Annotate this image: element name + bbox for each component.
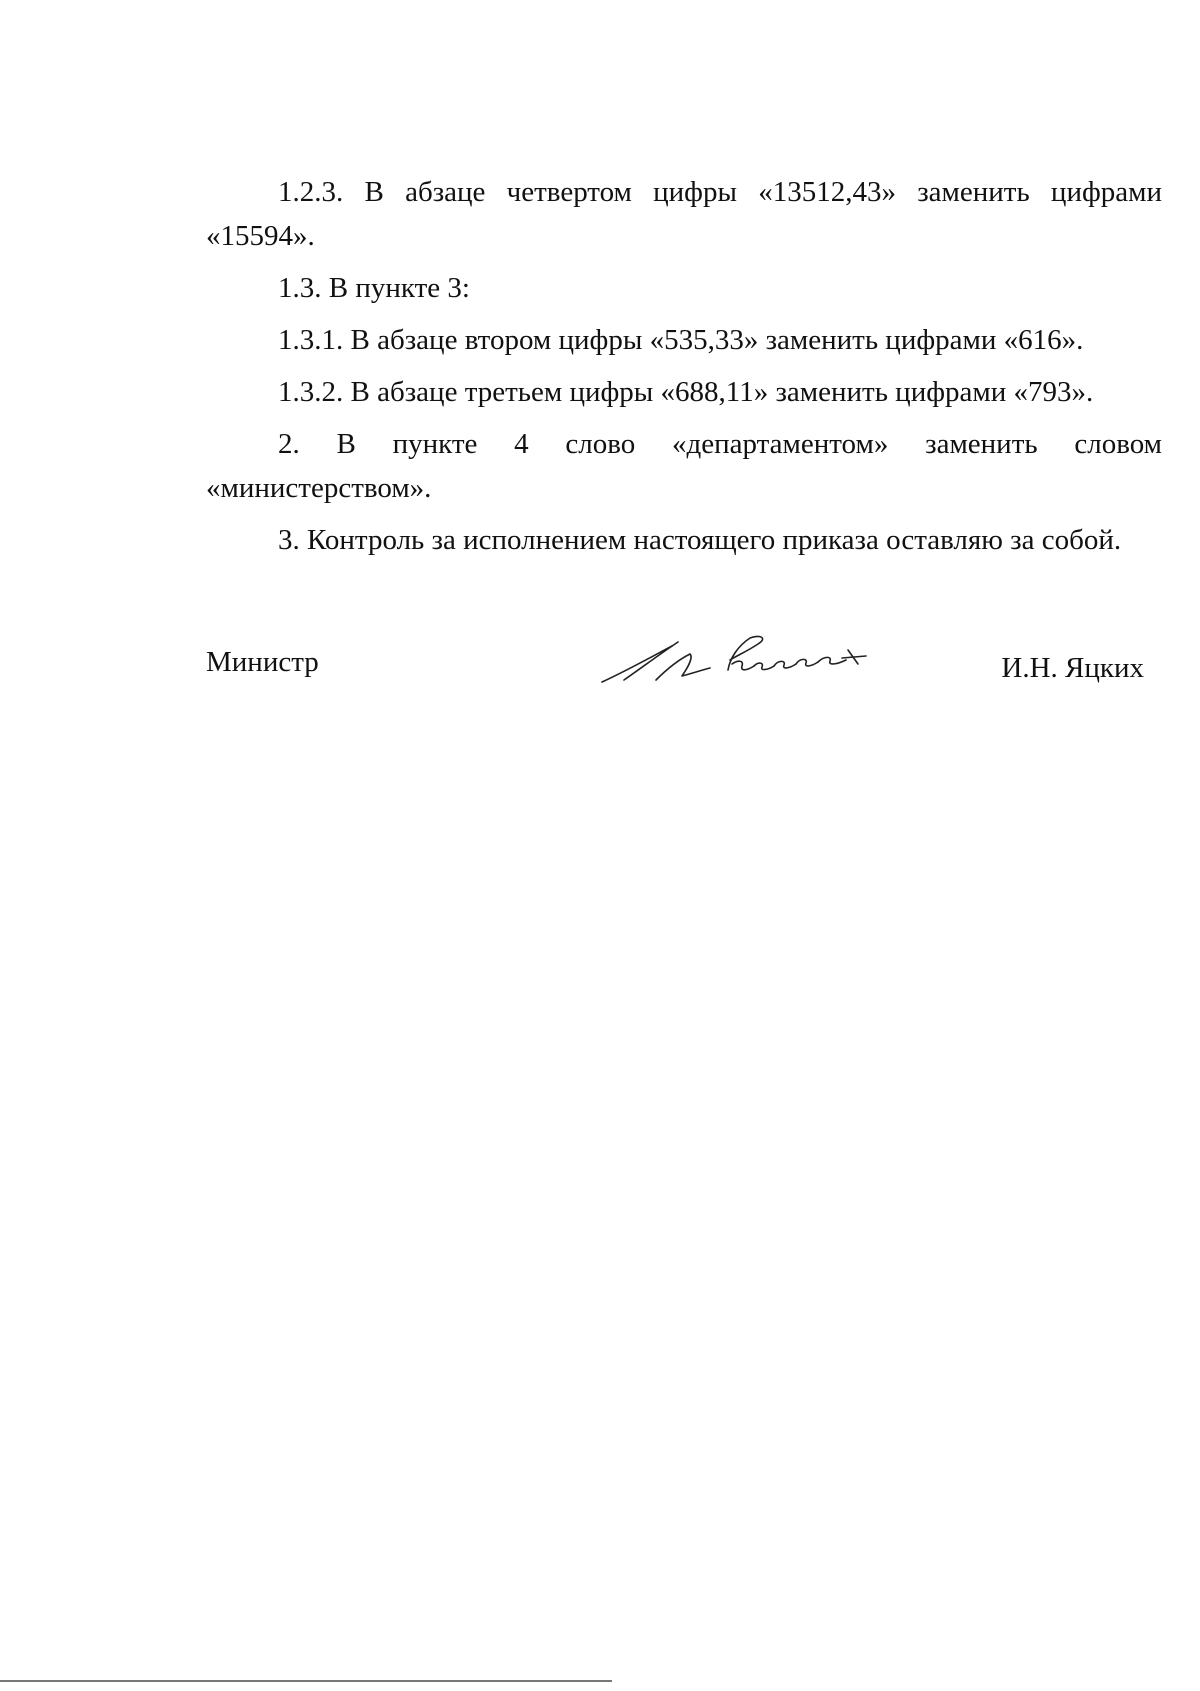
paragraph-1-3: 1.3. В пункте 3: — [278, 272, 470, 304]
scan-edge-line — [0, 1680, 612, 1682]
signer-name: И.Н. Яцких — [1001, 652, 1144, 684]
signer-title: Министр — [206, 646, 319, 678]
paragraph-3: 3. Контроль за исполнением настоящего приказа оставляю за собой. — [278, 524, 1122, 556]
paragraph-1-3-1: 1.3.1. В абзаце втором цифры «535,33» заменить цифрами «616». — [278, 324, 1084, 356]
paragraph-1-2-3: 1.2.3. В абзаце четвертом цифры «13512,43» заменить цифрами «15594». — [206, 176, 1162, 252]
paragraph-1-3-2: 1.3.2. В абзаце третьем цифры «688,11» заменить цифрами «793». — [278, 376, 1094, 408]
handwritten-signature — [598, 630, 878, 690]
document-body — [206, 170, 1162, 562]
paragraph-2: 2. В пункте 4 слово «департаментом» заменить словом «министерством». — [206, 428, 1162, 504]
